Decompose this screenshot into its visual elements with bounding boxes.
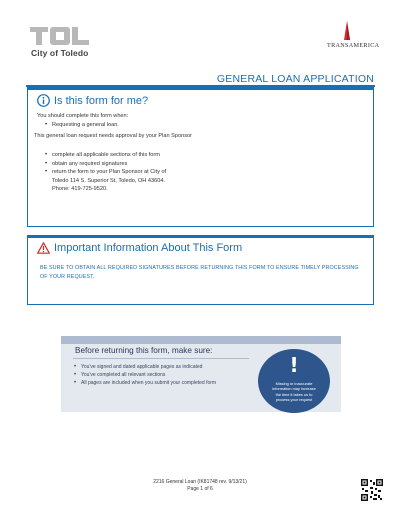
checklist-item: • All pages are included when you submit your completed form (73, 380, 216, 388)
steps-list (44, 151, 166, 194)
eligibility-section (27, 87, 374, 227)
approval-paragraph: This general loan request needs approval by your Plan Sponsor (34, 133, 192, 139)
alert-line: the time it takes us to (275, 391, 313, 397)
important-info-header (37, 242, 242, 254)
before-returning-checklist (61, 336, 341, 412)
eligibility-title: Is this form for me? (54, 94, 149, 107)
alert-line: Missing or inaccurate (275, 381, 313, 386)
form-title: GENERAL LOAN APPLICATION (216, 73, 374, 85)
warning-icon (37, 242, 50, 254)
notice-line: BE SURE TO OBTAIN ALL REQUIRED SIGNATURES BEFORE RETURNING THIS FORM TO ENSURE TIMELY PROCESSING (40, 265, 359, 271)
important-info-title: Important Information About This Form (54, 242, 243, 254)
alert-line: process your request (275, 397, 313, 403)
checklist-divider (73, 358, 249, 359)
signature-notice (40, 264, 360, 281)
important-info-section (27, 235, 374, 305)
notice-line: OF YOUR REQUEST. (40, 273, 95, 280)
page-number: Page 1 of 6 (187, 486, 213, 492)
eligibility-header (37, 94, 148, 107)
missing-info-alert (258, 349, 330, 413)
form-identifier: 2216 General Loan (IK81748 rev. 9/13/21) (153, 479, 247, 485)
partner-name: TRANSAMERICA (327, 42, 380, 49)
qr-code-icon (361, 479, 383, 501)
checklist-item: • You've signed and dated applicable pages as indicated (73, 364, 216, 372)
plan-sponsor-address: Toledo 114 S. Superior St, Toledo, OH 43604. (52, 177, 165, 184)
checklist-item: • You've completed all relevant sections (73, 372, 216, 380)
checklist-items (73, 364, 216, 387)
exclamation-icon: ! (289, 353, 299, 377)
city-name: City of Toledo (31, 48, 89, 58)
list-item: • obtain any required signatures (44, 160, 166, 169)
info-icon (37, 94, 50, 107)
list-item: • Requesting a general loan. (44, 121, 119, 130)
when-list (44, 121, 119, 130)
eligibility-intro: You should complete this form when: (37, 113, 129, 119)
plan-sponsor-phone: Phone: 419-725-9520. (52, 186, 108, 193)
list-item: • complete all applicable sections of this form (44, 151, 166, 160)
list-item: • return the form to your Plan Sponsor at City of (44, 168, 166, 177)
alert-text (264, 381, 324, 403)
alert-line: information may increase (272, 386, 316, 392)
city-of-toledo-logo (30, 27, 90, 45)
checklist-title: Before returning this form, make sure: (75, 346, 213, 355)
